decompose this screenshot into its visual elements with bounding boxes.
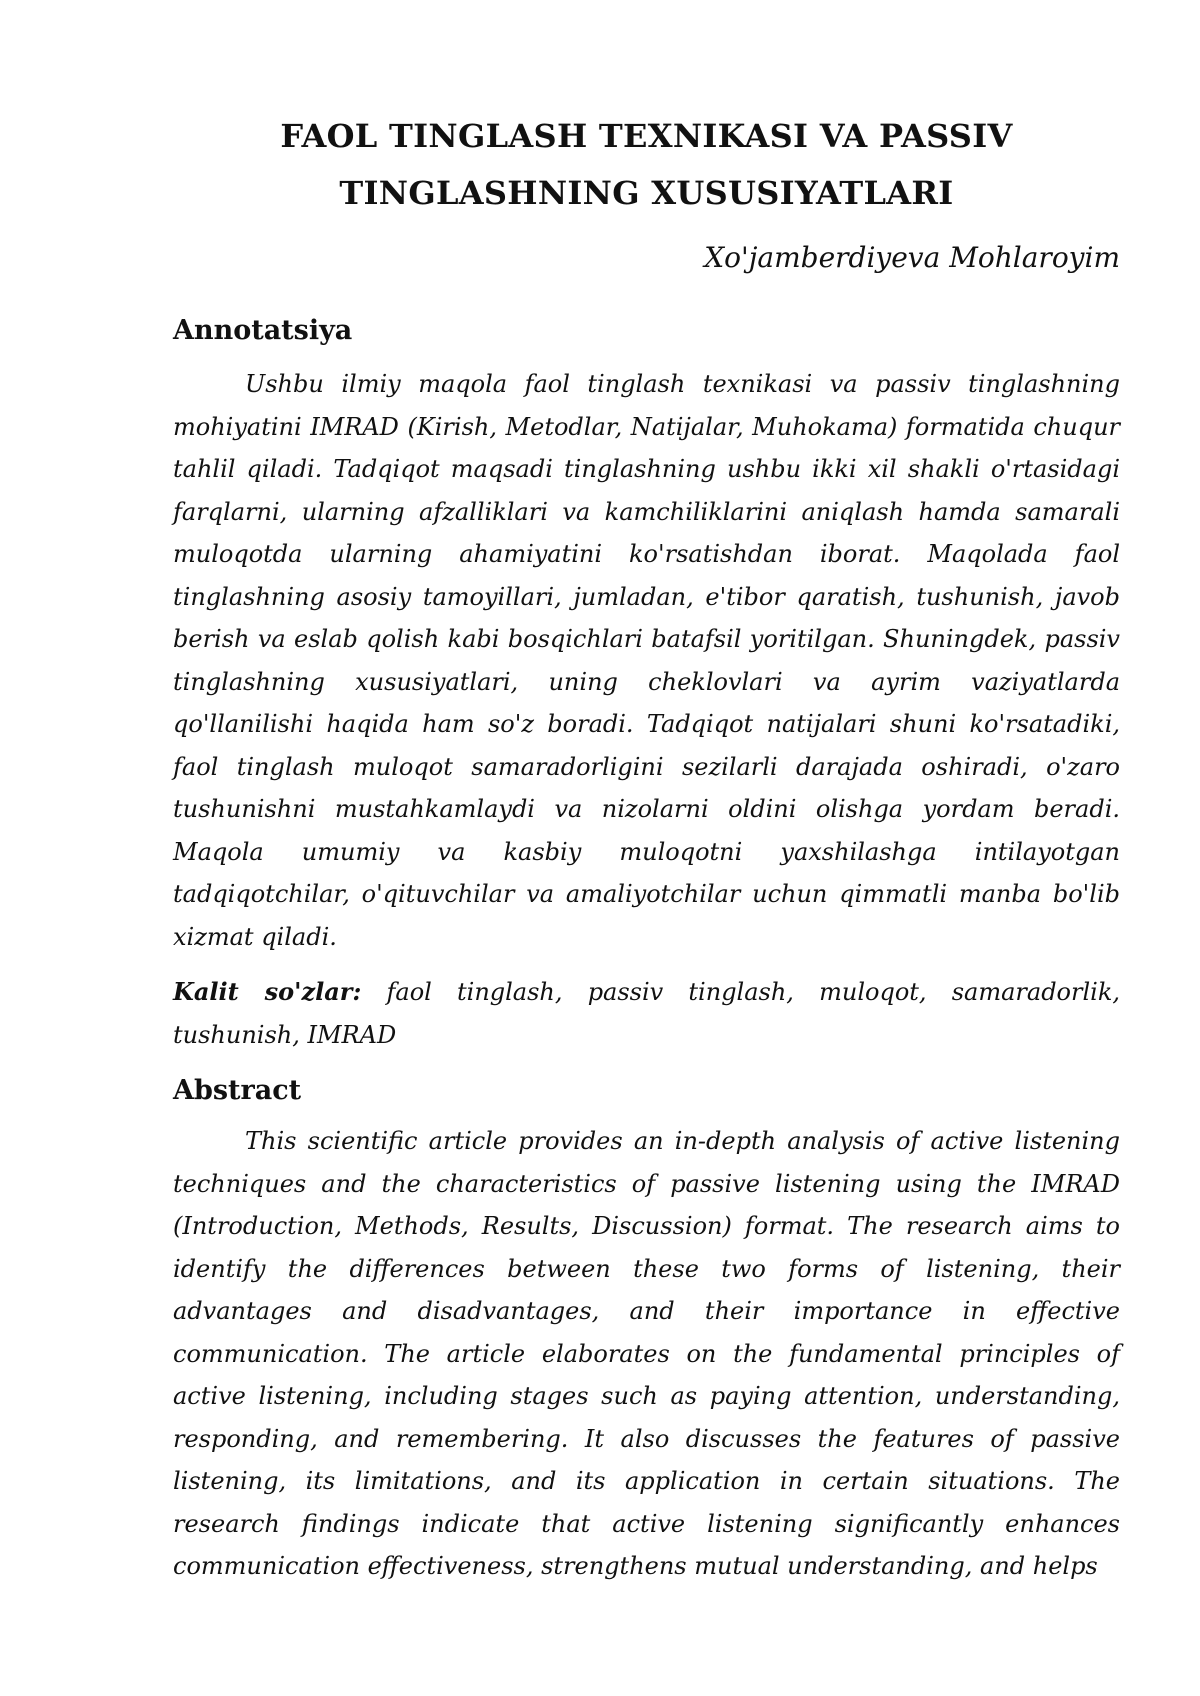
title-line-2: TINGLASHNING XUSUSIYATLARI — [339, 174, 954, 212]
document-title — [173, 108, 1120, 222]
keywords-label: Kalit so'zlar: — [173, 977, 362, 1006]
abstract-text: This scientific article provides an in-depth analysis of active listening techniques and the characteristics of passive listening using the IMRAD (Introduction, Methods, Results, Discussion) format. The research aims to identify the differences between these two forms of listening, their advantages and disadvantages, and their importance in effective communication. The article elaborates on the fundamental principles of active listening, including stages such as paying attention, understanding, responding, and remembering. It also discusses the features of passive listening, its limitations, and its application in certain situations. The research findings indicate that active listening significantly enhances communication effectiveness, strengthens mutual understanding, and helps — [173, 1127, 1120, 1580]
annotation-heading: Annotatsiya — [173, 315, 353, 346]
abstract-heading: Abstract — [173, 1075, 302, 1106]
keywords-line — [173, 971, 1120, 1056]
annotation-text: Ushbu ilmiy maqola faol tinglash texnikasi va passiv tinglashning mohiyatini IMRAD (Kirish, Metodlar, Natijalar, Muhokama) formatida chuqur tahlil qiladi. Tadqiqot maqsadi tinglashning ushbu ikki xil shakli o'rtasidagi farqlarni, ularning afzalliklari va kamchiliklarini aniqlash hamda samarali muloqotda ularning ahamiyatini ko'rsatishdan iborat. Maqolada faol tinglashning asosiy tamoyillari, jumladan, e'tibor qaratish, tushunish, javob berish va eslab qolish kabi bosqichlari batafsil yoritilgan. Shuningdek, passiv tinglashning xususiyatlari, uning cheklovlari va ayrim vaziyatlarda qo'llanilishi haqida ham so'z boradi. Tadqiqot natijalari shuni ko'rsatadiki, faol tinglash muloqot samaradorligini sezilarli darajada oshiradi, o'zaro tushunishni mustahkamlaydi va nizolarni oldini olishga yordam beradi. Maqola umumiy va kasbiy muloqotni yaxshilashga intilayotgan tadqiqotchilar, o'qituvchilar va amaliyotchilar uchun qimmatli manba bo'lib xizmat qiladi. — [173, 370, 1120, 951]
author-name: Xo'jamberdiyeva Mohlaroyim — [704, 241, 1120, 274]
title-line-1: FAOL TINGLASH TEXNIKASI VA PASSIV — [280, 117, 1013, 155]
keywords-list: faol tinglash, passiv tinglash, muloqot, samaradorlik, tushunish, IMRAD — [173, 978, 1120, 1049]
